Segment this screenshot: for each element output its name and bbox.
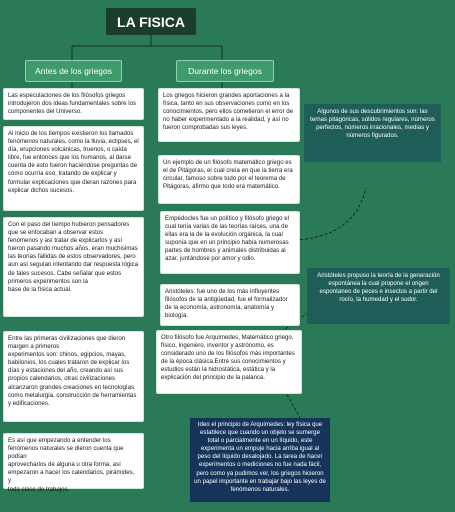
- right-box-aristoteles: Aristóteles: fue uno de los más influyentes filósofos de la antigüedad, fue el formalizador de la economía, astronomía, anatomía y biología.: [160, 284, 300, 326]
- left-box-calendarios: Es así que empezando a entender los fenómenos naturales se dieron cuenta que podían aprovecharlos de alguna u otra forma, así empezaron a hacer los calendarios, pirámides, y toda clase de trabajos.: [3, 433, 144, 489]
- right-box-empedocles: Empédocles fue un político y filósofo griego el cual tenía varias de las teorías raíces, una de ellas era la de la evolución orgánica, la cual suponía que en un principio había numerosas partes de hombres y animales distribuidas al azar, juntándose por amor y odio.: [160, 211, 300, 274]
- right-box-arquimedes: Otro filósofo fue Arquímedes, Matemático griego, físico, ingeniero, inventor y astrónomo, es considerado uno de los filósofos más importantes de la época clásica.Entre sus conocimientos y estudios están la hidrostática, estática y la explicación del principio de la palanca.: [156, 330, 302, 394]
- header-antes-griegos: Antes de los griegos: [25, 60, 122, 82]
- left-box-fenomenos: Al inicio de los tiempos existieron los llamados fenómenos naturales, como la lluvia, eclipses, el día, erupciones volcánicas, truenos, o caída libre, fue entonces que los humanos, al darse cuenta de esto fueron haciéndose preguntas de cómo ocurría eso, tratando de explicar y formular explicaciones que dieran razones para explicar dichos sucesos.: [3, 126, 144, 211]
- note-generacion-espontanea: Aristóteles propuso la teoría de la generación espontánea la cual propone el origen espontaneo de peces e insectos a partir del rocío, la humedad y el sudor.: [307, 268, 450, 324]
- right-box-aportaciones: Los griegos hicieron grandes aportaciones a la física, tanto en sus observaciones como en los conocimientos, pero ellos cometieron el error de no haber experimentado a la realidad, y así no fueron comprobadas sus leyes.: [158, 88, 300, 142]
- note-principio-arquimedes: Ideo el principio de Arquímedes: ley física que establece que cuando un objeto se sumerge total o parcialmente en un líquido, este experimenta un empuje hacia arriba igual al peso del líquido desalojado. La tarea de hacer experimentos o mediciones no fue nada fácil, pero como ya pudimos ver, los griegos hicieron un papel importante en trabajar bajo las leyes de fenómenos naturales.: [190, 418, 330, 502]
- page-title: LA FISICA: [106, 8, 196, 35]
- right-box-pitagoras: Un ejemplo de un filósofo matemático griego es el de Pitágoras, el cual creía en que la tierra era circular, famoso sobre todo por el teorema de Pitágoras, afirmo que todo era matemático.: [158, 155, 300, 204]
- note-pitagoras-descubrimientos: Algunos de sus descubrimientos son: las ternas pitagóricas, sólidos regulares, números perfectos, números irracionales, medias y números figurados.: [304, 104, 441, 162]
- header-durante-griegos: Durante los griegos: [176, 60, 274, 82]
- left-box-especulaciones: Las especulaciones de los filósofos griegos introdujeron dos ideas fundamentales sobre los componentes del Universo.: [3, 88, 144, 120]
- left-box-civilizaciones: Entre las primeras civilizaciones que dieron margen a primeros experimentos son: chinos, egipcios, mayas, babilonios, los cuales trataron de explicar los días y estaciones del año, creando así sus propios calendarios, otras civilizaciones alcanzaron grandes creaciones en tecnologías como metalurgia, construcción de herramientas y edificaciones.: [3, 331, 144, 422]
- left-box-pensadores: Con el paso del tiempo hubieron pensadores que se enfocaban a observar estos fenómenos y así tratar de explicarlos y así fueron pasando muchos años, eran muchisimas las teorías fallidas de estos observadores, pero aun así seguían intentando dar respuesta lógica de tales sucesos. Cabe señalar que estos primeros experimentos son la base de la física actual.: [3, 217, 144, 317]
